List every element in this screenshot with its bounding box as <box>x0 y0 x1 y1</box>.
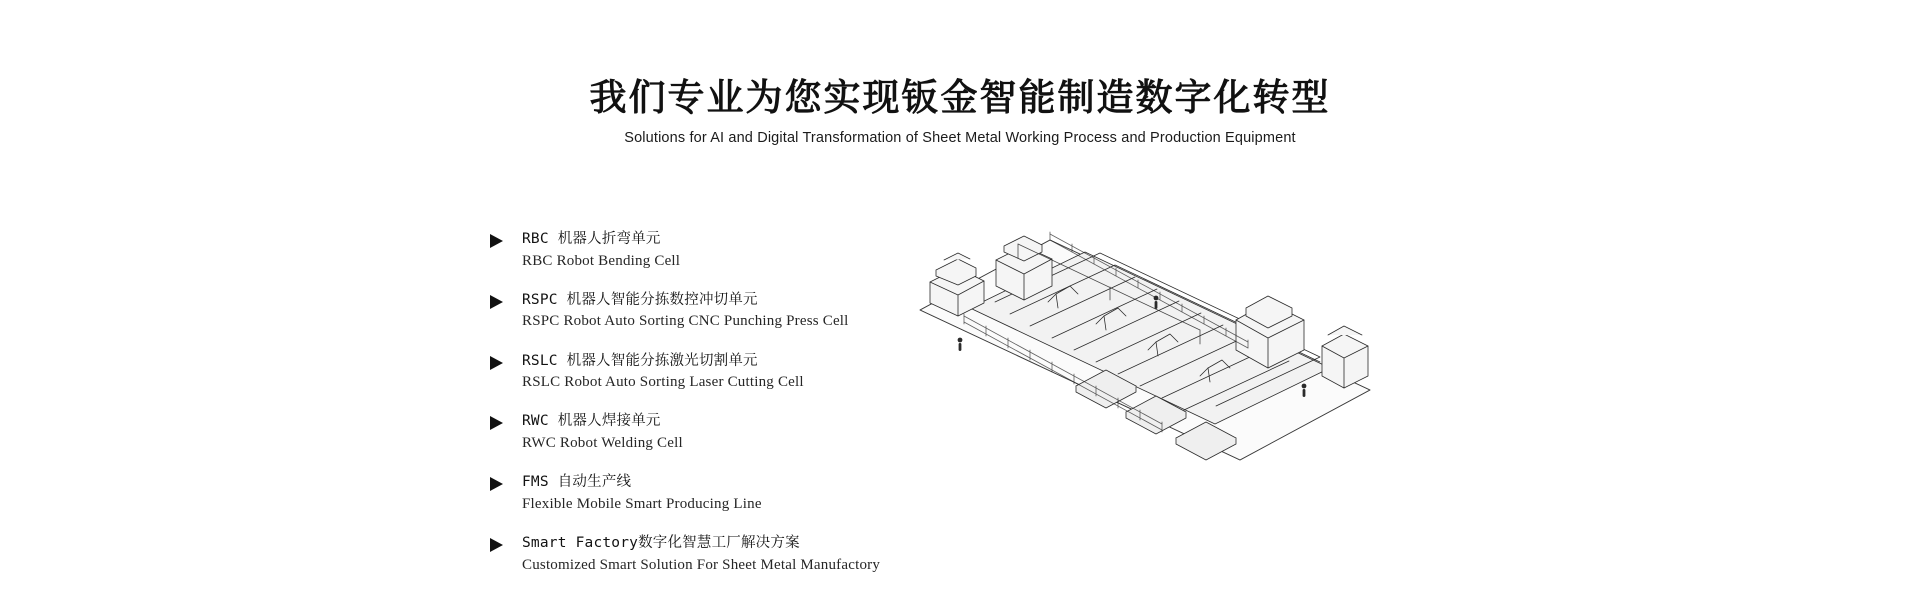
feature-label-en: Flexible Mobile Smart Producing Line <box>522 495 762 512</box>
triangle-right-icon <box>490 295 503 309</box>
feature-label-en: RWC Robot Welding Cell <box>522 435 683 451</box>
list-item <box>490 291 920 332</box>
feature-label-cn: RSLC 机器人智能分拣激光切割单元 <box>522 352 758 369</box>
feature-label-en: RBC Robot Bending Cell <box>522 252 681 269</box>
feature-label-cn: FMS 自动生产线 <box>522 474 632 491</box>
feature-list <box>490 230 920 575</box>
triangle-right-icon <box>490 538 503 552</box>
smart-factory-illustration <box>900 190 1460 480</box>
feature-label-en: RSPC Robot Auto Sorting CNC Punching Press Cell <box>522 313 849 330</box>
triangle-right-icon <box>490 416 503 430</box>
feature-label-en: RSLC Robot Auto Sorting Laser Cutting Cell <box>522 374 804 391</box>
triangle-right-icon <box>490 356 503 370</box>
feature-label-en: Customized Smart Solution For Sheet Metal Manufactory <box>522 556 881 573</box>
list-item <box>490 473 920 514</box>
feature-label-cn: RSPC 机器人智能分拣数控冲切单元 <box>522 291 758 308</box>
list-item <box>490 412 920 453</box>
triangle-right-icon <box>490 234 503 248</box>
triangle-right-icon <box>490 477 503 491</box>
list-item <box>490 534 920 575</box>
feature-label-cn: RBC 机器人折弯单元 <box>522 231 661 247</box>
list-item <box>490 230 920 271</box>
page-subtitle: Solutions for AI and Digital Transformation of Sheet Metal Working Process and Production Equipment <box>624 129 1296 146</box>
feature-label-cn: RWC 机器人焊接单元 <box>522 413 661 430</box>
feature-label-cn: Smart Factory数字化智慧工厂解决方案 <box>522 535 800 552</box>
page-title: 我们专业为您实现钣金智能制造数字化转型 <box>589 76 1331 119</box>
header <box>0 78 1920 146</box>
list-item <box>490 352 920 393</box>
